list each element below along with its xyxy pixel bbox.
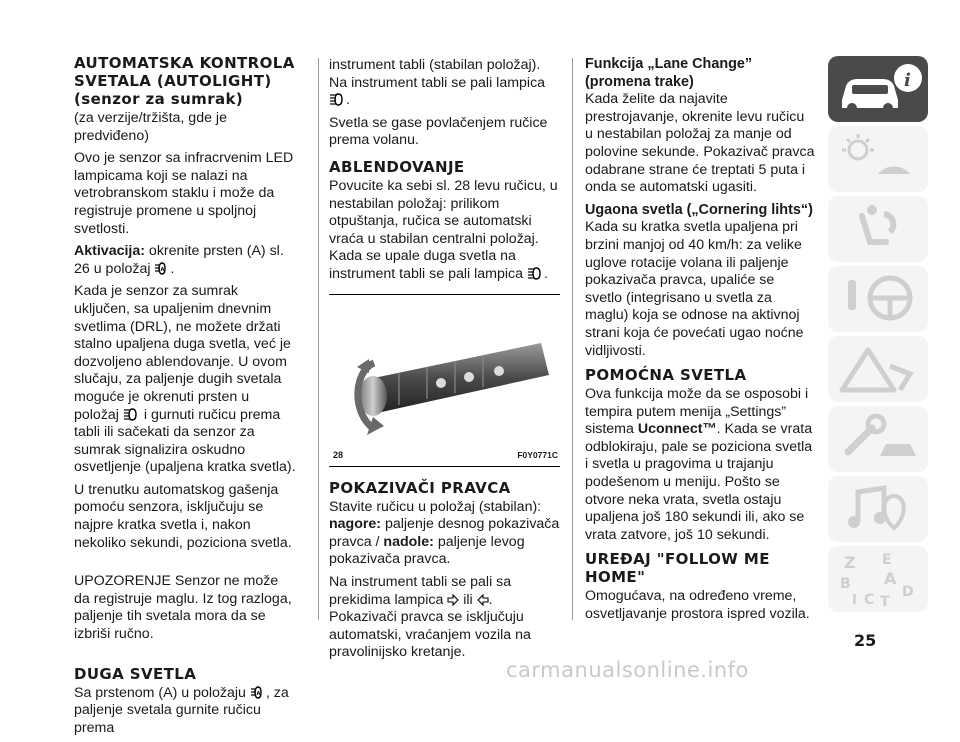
indicator-text-b: . Pokazivači pravca se isključuju automatski, vraćanjem vozila na pravolinijsko kretanje. — [329, 591, 531, 661]
dash-lamp-text-a: instrument tabli (stabilan položaj). Na instrument tabli se pali lampica — [329, 57, 546, 91]
svg-text:A: A — [256, 690, 261, 697]
paragraph-stalk-positions: Stavite ručicu u položaj (stabilan): — [329, 498, 542, 515]
section-heading-indicators: POKAZIVAČI PRAVCA — [329, 478, 511, 497]
svg-text:Z: Z — [844, 553, 856, 572]
column-right — [585, 56, 815, 629]
warning-lights-icon — [828, 126, 928, 192]
tab-multimedia[interactable] — [828, 476, 928, 542]
paragraph-drl — [74, 283, 296, 477]
up-label: nagore: — [329, 516, 382, 533]
tab-car-info[interactable] — [828, 56, 928, 122]
svg-text:C: C — [864, 592, 875, 608]
drl-text-a: Kada je senzor za sumrak uključen, sa upaljenim dnevnim svetlima (DRL), ne možete držati stalno upaljena duga svetla, već je dozvoljeno ablendovanje. U ovom slučaju, za paljenje dugih svetala moguće je okrenuti prsten u položaj — [74, 283, 291, 423]
subtitle-versions: (za verzije/tržišta, gde je predviđeno) — [74, 110, 227, 144]
tab-maintenance[interactable] — [828, 406, 928, 472]
paragraph-up-down — [329, 516, 560, 569]
up-text: paljenje desnog pokazivača pravca / — [329, 516, 560, 550]
music-nav-icon — [828, 476, 928, 542]
indicator-text-a: Na instrument tabli se pali sa prekidima lampica — [329, 573, 512, 608]
svg-text:E: E — [882, 552, 892, 568]
paragraph-auxiliary — [585, 386, 815, 544]
section-heading-autolight: AUTOMATSKA KONTROLA SVETALA (AUTOLIGHT) (senzor za sumrak) — [74, 54, 295, 108]
paragraph-cornering: Kada su kratka svetla upaljena pri brzini manjoj od 40 km/h: za velike uglove rotacije volana ili paljenje pokazivača pravca, upaliće se svetlo (integrisano u svetla za maglu) koja se odnose na aktivnoj strani koja će povećati ugao noćne vidljivosti. — [585, 219, 804, 359]
tab-index[interactable] — [828, 546, 928, 612]
high-beams-text-a: Sa prstenom (A) u položaju — [74, 684, 250, 701]
column-left — [74, 54, 296, 742]
figure-bottom-rule — [329, 466, 560, 467]
paragraph-sensor: Ovo je senzor sa infracrvenim LED lampicama koji se nalazi na vetrobranskom staklu i može da registruje promene u spoljnoj svetlosti. — [74, 150, 294, 237]
watermark: carmanualsonline.info — [506, 658, 749, 682]
flash-text-b: . — [543, 265, 548, 282]
drl-text-b: i gurnuti ručicu prema tabli ili sačekati da senzor za sumrak signalizira oskudno osvetljenje (upaljena kratka svetla). — [74, 406, 296, 476]
light-stalk-illustration — [329, 301, 560, 451]
auxiliary-text-a: Ova funkcija može da se osposobi i tempira putem menija „Settings” sistema — [585, 386, 809, 438]
tab-warning-lights[interactable] — [828, 126, 928, 192]
warning-triangle-icon — [828, 336, 928, 402]
index-letters-icon — [828, 546, 928, 612]
high-beam-icon — [123, 408, 140, 421]
section-heading-lane-change: Funkcija „Lane Change” (promena trake) — [585, 56, 753, 90]
dash-lamp-text-b: . — [346, 92, 350, 109]
warning-text: UPOZORENJE Senzor ne može da registruje maglu. Iz tog razloga, paljenje tih svetala mora da se izbriši ručno. — [74, 573, 292, 643]
paragraph-activation — [74, 243, 296, 278]
tab-safety[interactable] — [828, 196, 928, 262]
paragraph-dash-lamp — [329, 57, 560, 110]
activation-label: Aktivacija: — [74, 243, 145, 260]
section-heading-follow-me-home: UREĐAJ "FOLLOW ME HOME" — [585, 550, 770, 587]
section-heading-high-beams: DUGA SVETLA — [74, 664, 197, 683]
high-beam-icon — [527, 267, 544, 280]
airbag-seat-icon — [828, 196, 928, 262]
column-middle — [329, 57, 560, 667]
paragraph-flash — [329, 178, 560, 284]
tab-emergency[interactable] — [828, 336, 928, 402]
left-arrow-icon — [477, 594, 489, 606]
paragraph-indicator-lamp — [329, 574, 560, 662]
chapter-tabs-sidebar — [828, 56, 928, 616]
figure-code: F0Y0771C — [517, 449, 558, 460]
svg-text:A: A — [160, 266, 165, 273]
paragraph-auto-off: U trenutku automatskog gašenja pomoću senzora, isključuju se najpre kratka svetla i, nakon nekoliko sekundi, poziciona svetla. — [74, 481, 292, 551]
figure-28-stalk — [329, 294, 560, 467]
svg-text:D: D — [902, 584, 914, 600]
svg-text:T: T — [880, 594, 890, 610]
down-text: paljenje levog pokazivača pravca. — [329, 533, 525, 568]
section-heading-cornering: Ugaona svetla („Cornering lihts“) — [585, 201, 813, 218]
svg-text:A: A — [884, 569, 897, 588]
paragraph-high-beams — [74, 685, 296, 738]
column-divider — [318, 58, 319, 620]
svg-text:I: I — [852, 593, 857, 608]
wrench-car-icon — [828, 406, 928, 472]
auxiliary-text-b: . Kada se vrata odblokiraju, pale se poziciona svetla i svetla u pragovima u trajanju podešenom u meniju. Pošto se otvore neka vrata, svetla ostaju upaljena još 180 sekundi ili, ako se vrata zatvore, još 10 sekundi. — [585, 421, 813, 543]
section-heading-auxiliary: POMOĆNA SVETLA — [585, 366, 747, 385]
paragraph-lights-off: Svetla se gase povlačenjem ručice prema volanu. — [329, 114, 548, 149]
right-arrow-icon — [447, 594, 459, 606]
tab-starting-driving[interactable] — [828, 266, 928, 332]
auto-light-icon — [154, 262, 170, 275]
down-label: nadole: — [383, 533, 434, 550]
key-steering-wheel-icon — [828, 266, 928, 332]
flash-text-a: Povucite ka sebi sl. 28 levu ručicu, u nestabilan položaj: prilikom otpuštanja, ručica se automatski vraća u stabilan centralni položaj. Kada se upale duga svetla na instrument tabli se pali lampica — [329, 177, 558, 282]
column-divider — [572, 58, 573, 620]
high-beams-text-b: , za paljenje svetala gurnite ručicu prema — [74, 684, 289, 736]
page-number: 25 — [854, 631, 877, 650]
car-info-icon — [828, 56, 928, 122]
activation-end: . — [170, 260, 175, 277]
section-heading-flash: ABLENDOVANJE — [329, 157, 465, 176]
high-beam-icon — [329, 93, 346, 106]
figure-number: 28 — [333, 449, 344, 460]
activation-text: okrenite prsten (A) sl. 26 u položaj — [74, 243, 284, 277]
paragraph-lane-change: Kada želite da najavite prestrojavanje, okrenite levu ručicu u nestabilan položaj za manje od polovine sekunde. Pokazivač pravca odabrane strane će treptati 5 puta i onda se automatski ugasiti. — [585, 91, 815, 196]
svg-text:B: B — [840, 576, 851, 592]
indicator-or: ili — [459, 591, 477, 608]
auto-light-icon — [250, 686, 266, 699]
svg-text:i: i — [904, 70, 911, 91]
paragraph-follow-me-home: Omogućava, na određeno vreme, osvetljavanje prostora ispred vozila. — [585, 588, 810, 623]
uconnect-brand: Uconnect™ — [637, 421, 717, 438]
